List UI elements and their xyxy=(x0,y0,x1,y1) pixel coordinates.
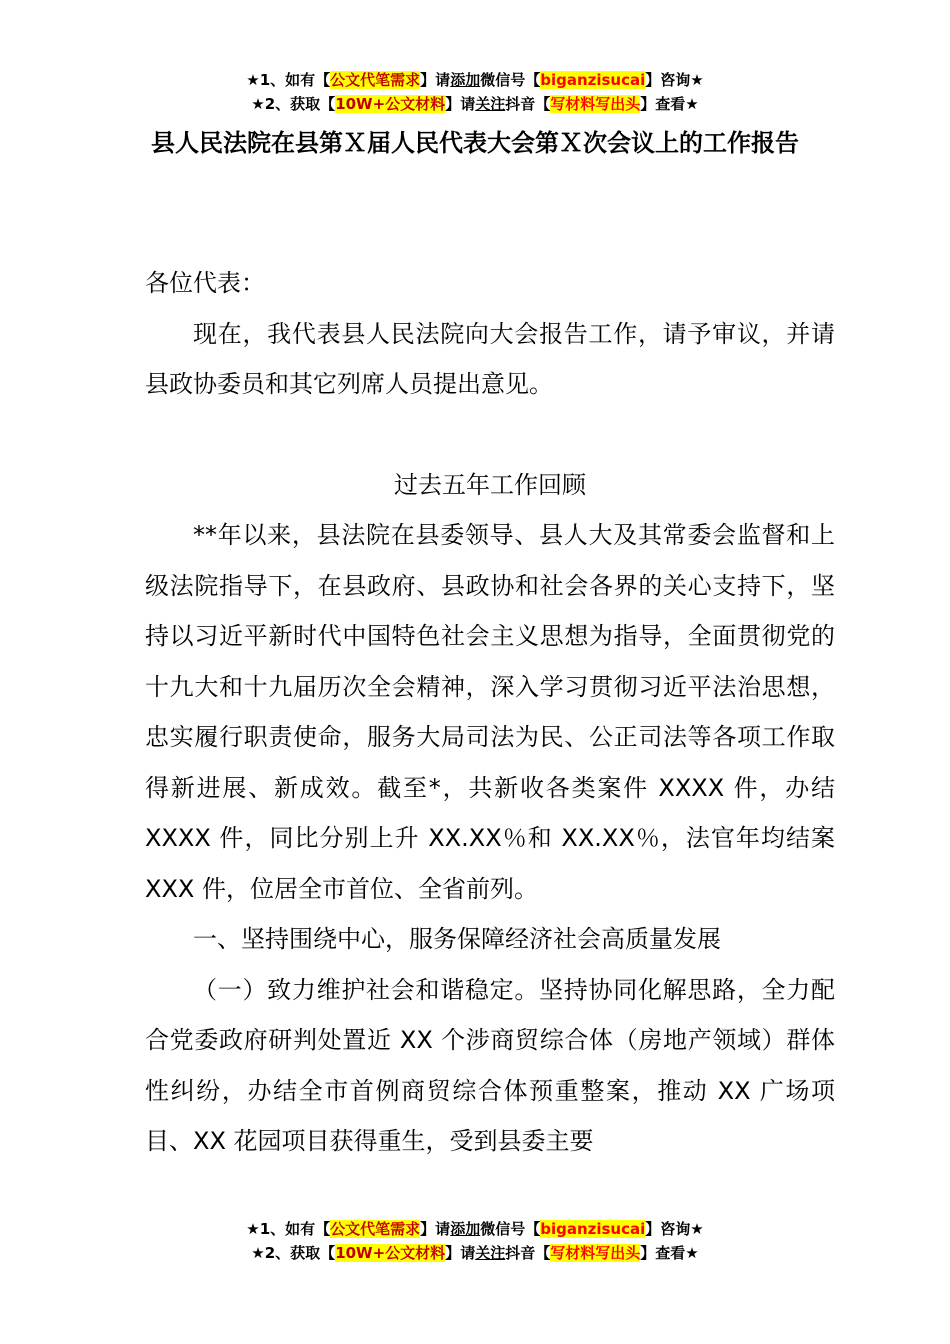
intro-paragraph: 现在，我代表县人民法院向大会报告工作，请予审议，并请县政协委员和其它列席人员提出意见。 xyxy=(145,319,835,398)
document-title: 县人民法院在县第Ｘ届人民代表大会第Ｘ次会议上的工作报告 xyxy=(151,129,799,157)
body-paragraph: （一）致力维护社会和谐稳定。坚持协同化解思路，全力配合党委政府研判处置近 XX 个涉商贸综合体（房地产领域）群体性纠纷，办结全市首例商贸综合体预重整案，推动 XX 广场项目、XX 花园项目获得重生，受到县委主要 xyxy=(145,975,835,1155)
promo-emphasis: 添加 xyxy=(450,1220,481,1238)
promo-text: ★2、获取【 xyxy=(251,95,336,113)
promo-text: 抖音【 xyxy=(505,1244,551,1262)
promo-text: 抖音【 xyxy=(505,95,551,113)
promo-text: 】请 xyxy=(445,1244,476,1262)
promo-line-1 xyxy=(0,68,950,92)
promo-text: 】查看★ xyxy=(640,95,699,113)
promo-text: 微信号【 xyxy=(480,71,541,89)
section-heading: 过去五年工作回顾 xyxy=(394,470,586,499)
salutation: 各位代表： xyxy=(145,269,265,297)
document-body xyxy=(145,258,835,1167)
promo-emphasis: 关注 xyxy=(475,95,506,113)
promo-text: 】请 xyxy=(420,1220,451,1238)
paragraph-spacer xyxy=(145,410,835,460)
promo-text: 】咨询★ xyxy=(645,1220,704,1238)
promo-banner-bottom xyxy=(0,1217,950,1265)
promo-text: 】咨询★ xyxy=(645,71,704,89)
promo-highlight: 10W+公文材料 xyxy=(335,1244,446,1262)
promo-highlight: 10W+公文材料 xyxy=(335,95,446,113)
promo-line-2 xyxy=(0,92,950,116)
body-paragraph: **年以来，县法院在县委领导、县人大及其常委会监督和上级法院指导下，在县政府、县政协和社会各界的关心支持下，坚持以习近平新时代中国特色社会主义思想为指导，全面贯彻党的十九大和十九届历次全会精神，深入学习贯彻习近平法治思想，忠实履行职责使命，服务大局司法为民、公正司法等各项工作取得新进展、新成效。截至*，共新收各类案件 XXXX 件，办结 XXXX 件，同比分别上升 XX.XX％和 XX.XX％，法官年均结案 XXX 件，位居全市首位、全省前列。 xyxy=(145,521,835,903)
promo-text: 】查看★ xyxy=(640,1244,699,1262)
promo-text: 】请 xyxy=(420,71,451,89)
promo-text: ★1、如有【 xyxy=(246,71,331,89)
promo-line-2 xyxy=(0,1241,950,1265)
promo-text: ★2、获取【 xyxy=(251,1244,336,1262)
numbered-heading: 一、坚持围绕中心，服务保障经济社会高质量发展 xyxy=(193,925,721,953)
promo-highlight: 写材料写出头 xyxy=(550,1244,641,1262)
promo-emphasis: 添加 xyxy=(450,71,481,89)
promo-highlight: 公文代笔需求 xyxy=(330,71,421,89)
promo-line-1 xyxy=(0,1217,950,1241)
promo-highlight: 公文代笔需求 xyxy=(330,1220,421,1238)
promo-highlight: 写材料写出头 xyxy=(550,95,641,113)
promo-text: 微信号【 xyxy=(480,1220,541,1238)
promo-banner-top xyxy=(0,68,950,116)
promo-highlight: biganzisucai xyxy=(540,71,646,89)
promo-text: 】请 xyxy=(445,95,476,113)
promo-emphasis: 关注 xyxy=(475,1244,506,1262)
promo-text: ★1、如有【 xyxy=(246,1220,331,1238)
promo-highlight: biganzisucai xyxy=(540,1220,646,1238)
